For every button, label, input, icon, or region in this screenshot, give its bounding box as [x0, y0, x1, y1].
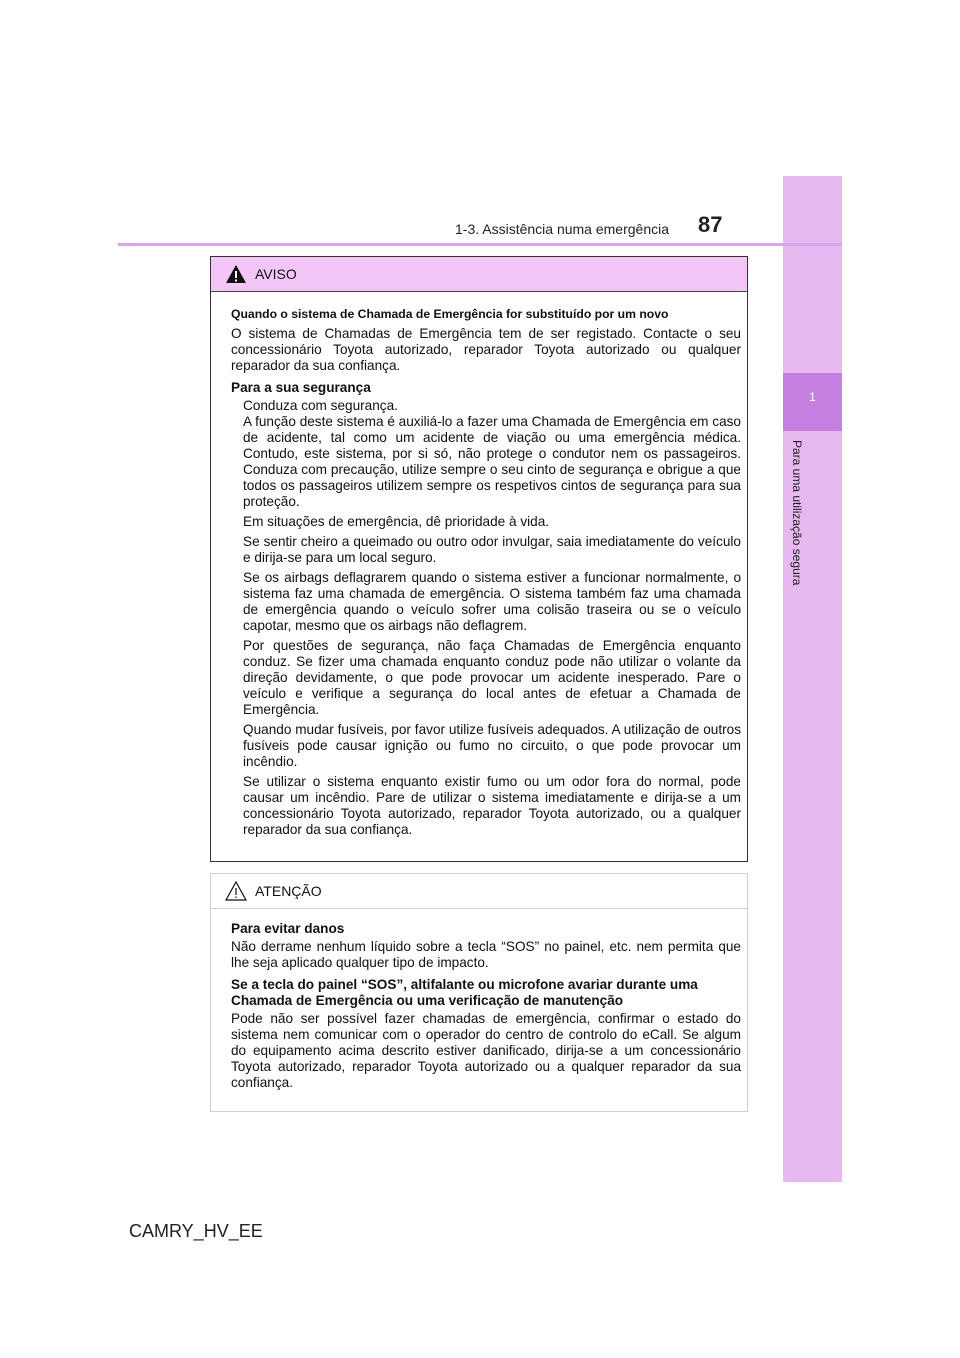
warning-header — [211, 257, 747, 292]
list-item: Em situações de emergência, dê prioridade à vida. — [243, 514, 550, 529]
warning-icon — [225, 264, 247, 284]
section-title: 1-3. Assistência numa emergência — [455, 221, 669, 237]
list-item: Se utilizar o sistema enquanto existir fumo ou um odor fora do normal, pode causar um incêndio. Pare de utilizar o sistema imediatamente e dirija-se a um concessionário Toyota autorizado, reparador Toyota autorizado, ou a qualquer reparador da sua confiança. — [243, 774, 741, 837]
caution-heading-2: Se a tecla do painel “SOS”, altifalante ou microfone avariar durante uma Chamada de Emergência ou uma verificação de manutenção — [231, 977, 698, 1008]
list-item: Se sentir cheiro a queimado ou outro odor invulgar, saia imediatamente do veículo e dirija-se para um local seguro. — [243, 534, 741, 565]
chapter-title: Para uma utilização segura — [790, 440, 804, 586]
caution-header — [211, 874, 747, 909]
warning-title: AVISO — [255, 266, 297, 282]
caution-box — [210, 873, 748, 1112]
list-item: Quando mudar fusíveis, por favor utilize fusíveis adequados. A utilização de outros fusíveis pode causar ignição ou fumo no circuito, o que pode provocar um incêndio. — [243, 722, 741, 769]
list-item: Conduza com segurança. A função deste sistema é auxiliá-lo a fazer uma Chamada de Emergência em caso de acidente, tal como um acidente de viação ou uma emergência médica. Contudo, este sistema, por si só, não protege o condutor nem os passageiros. Conduza com precaução, utilize sempre o seu cinto de segurança e obrigue a que todos os passageiros utilizem sempre os respetivos cintos de segurança para sua proteção. — [243, 398, 741, 509]
warning-subtitle: Quando o sistema de Chamada de Emergência for substituído por um novo — [231, 307, 669, 321]
page-number: 87 — [698, 212, 723, 237]
warning-intro: O sistema de Chamadas de Emergência tem de ser registado. Contacte o seu concessionário Toyota autorizado, reparador Toyota autorizado ou qualquer reparador da sua confiança. — [231, 326, 741, 373]
warning-box — [210, 256, 748, 862]
footer-code: CAMRY_HV_EE — [129, 1221, 263, 1241]
side-tab — [783, 176, 842, 1182]
chapter-number: 1 — [809, 390, 816, 404]
caution-heading-1: Para evitar danos — [231, 921, 345, 936]
header-rule — [118, 243, 842, 246]
caution-title: ATENÇÃO — [255, 883, 322, 899]
list-item: Se os airbags deflagrarem quando o sistema estiver a funcionar normalmente, o sistema faz uma chamada de emergência. O sistema também faz uma chamada de emergência quando o veículo sofrer uma colisão traseira ou se o veículo capotar, mesmo que os airbags não deflagrem. — [243, 570, 741, 633]
safety-heading: Para a sua segurança — [231, 380, 371, 395]
caution-text-2: Pode não ser possível fazer chamadas de emergência, confirmar o estado do sistema nem comunicar com o operador do centro de controlo do eCall. Se algum do equipamento acima descrito estiver danificado, dirija-se a um concessionário Toyota autorizado, reparador Toyota autorizado ou a qualquer reparador da sua confiança. — [231, 1011, 741, 1090]
caution-text-1: Não derrame nenhum líquido sobre a tecla “SOS” no painel, etc. nem permita que lhe seja aplicado qualquer tipo de impacto. — [231, 939, 741, 970]
list-item: Por questões de segurança, não faça Chamadas de Emergência enquanto conduz. Se fizer uma chamada enquanto conduz pode não utilizar o volante da direção devidamente, o que pode provocar um acidente inesperado. Pare o veículo e verifique a segurança do local antes de efetuar a Chamada de Emergência. — [243, 638, 741, 717]
caution-icon — [225, 881, 247, 901]
